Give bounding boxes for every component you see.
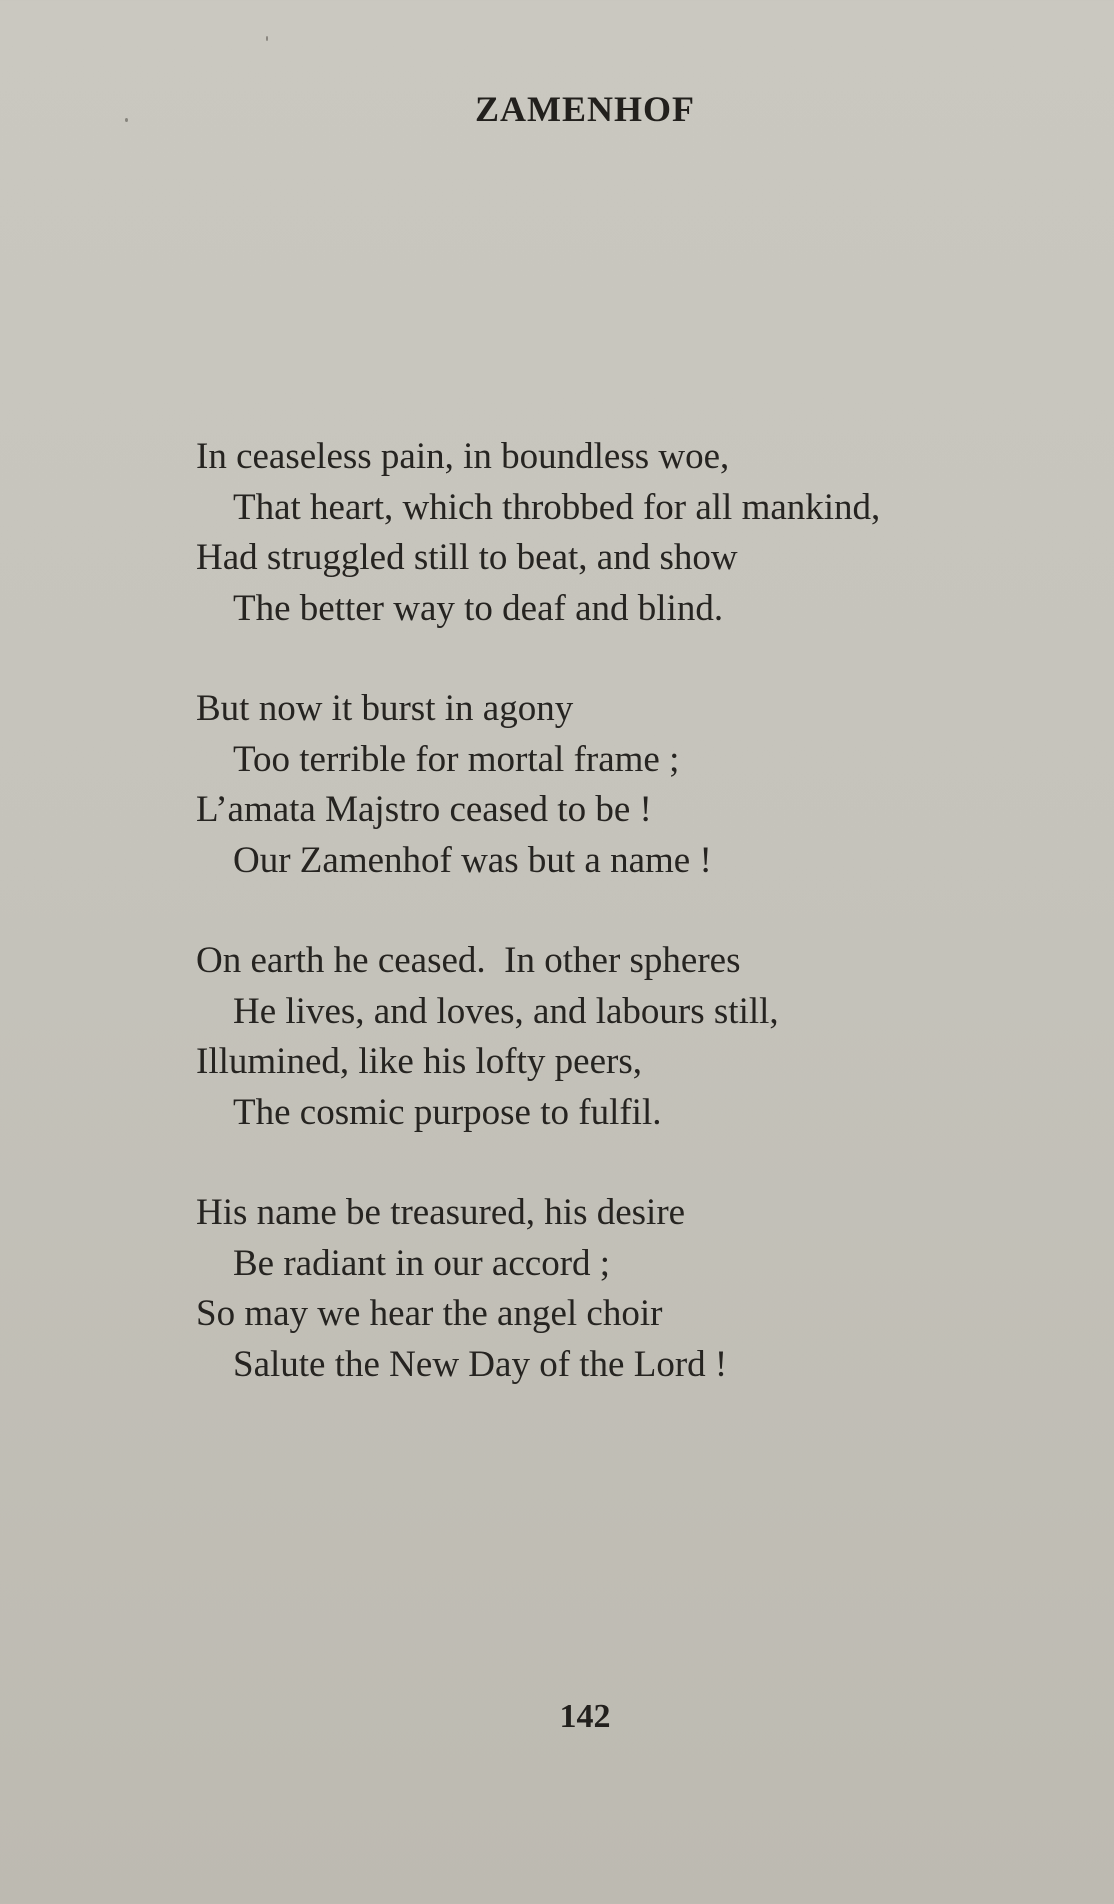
page-number: 142 (559, 1698, 611, 1735)
stanza (196, 936, 1056, 1138)
poem-line: Illumined, like his lofty peers, (196, 1041, 642, 1082)
stanza (196, 1188, 1056, 1390)
poem-line: That heart, which throbbed for all mankind, (233, 486, 881, 528)
poem-line: So may we hear the angel choir (196, 1293, 663, 1334)
poem (196, 432, 1056, 1390)
poem-line: Had struggled still to beat, and show (196, 537, 738, 578)
running-head: ZAMENHOF (475, 89, 695, 129)
poem-line: The cosmic purpose to fulfil. (233, 1091, 662, 1133)
poem-line: He lives, and loves, and labours still, (233, 990, 779, 1032)
stanza (196, 684, 1056, 886)
poem-line: Be radiant in our accord ; (233, 1242, 611, 1284)
poem-line: His name be treasured, his desire (196, 1192, 686, 1233)
poem-line: L’amata Majstro ceased to be ! (196, 789, 652, 830)
poem-line: The better way to deaf and blind. (233, 587, 724, 629)
paper-speck (266, 36, 268, 41)
poem-line: Too terrible for mortal frame ; (233, 738, 680, 780)
poem-line: Salute the New Day of the Lord ! (233, 1343, 728, 1385)
poem-line: On earth he ceased. In other spheres (196, 940, 741, 981)
poem-line: In ceaseless pain, in boundless woe, (196, 436, 730, 477)
poem-line: But now it burst in agony (196, 688, 574, 729)
stanza (196, 432, 1056, 634)
poem-line: Our Zamenhof was but a name ! (233, 839, 712, 881)
